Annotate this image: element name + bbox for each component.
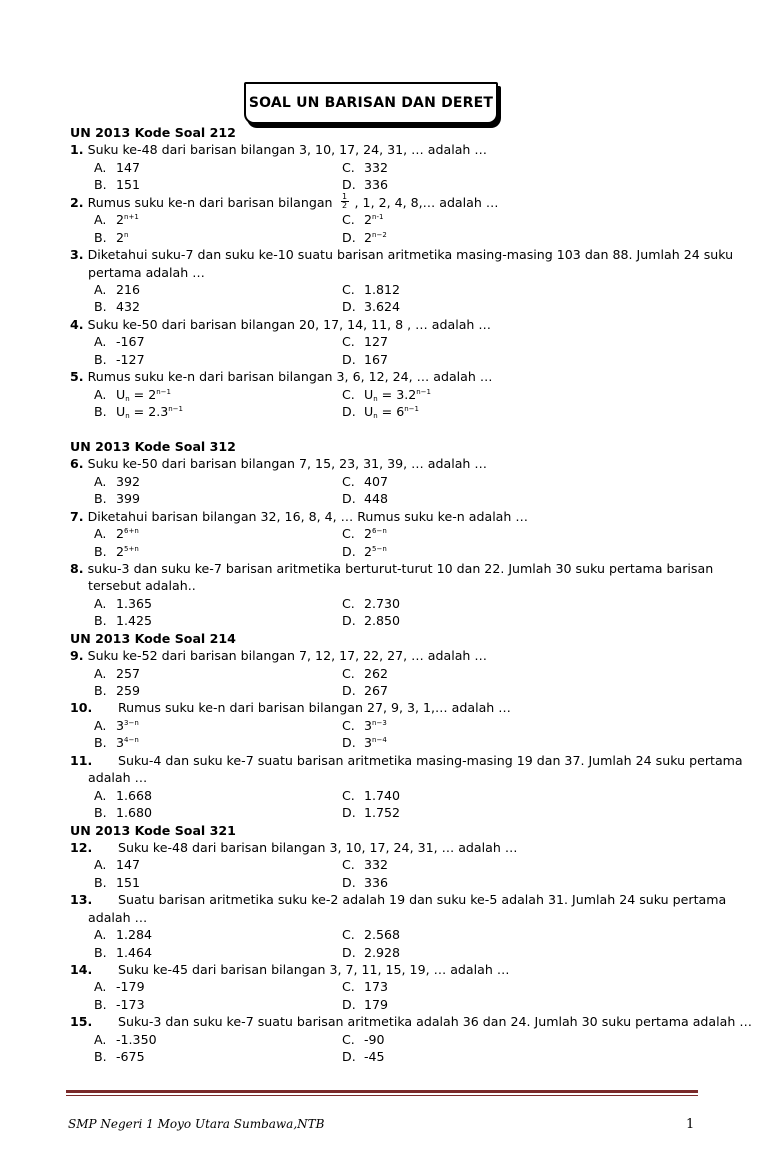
- question-number: 12.: [70, 839, 93, 855]
- question-text: Diketahui suku-7 dan suku ke-10 suatu barisan aritmetika masing-masing 103 dan 88. Jumlah 24 suku: [87, 247, 734, 263]
- question-number: 4.: [70, 316, 84, 332]
- option-row: [70, 787, 710, 804]
- footer-divider: [66, 1090, 698, 1093]
- option-a: A. 147: [94, 857, 141, 873]
- option-b: B. 1.680: [94, 805, 153, 821]
- question-number: 10.: [70, 700, 93, 716]
- option-d: D. 267: [342, 683, 389, 698]
- option-row: [70, 490, 710, 507]
- option-row: [70, 944, 710, 961]
- question-number: 11.: [70, 752, 93, 768]
- question-text: Rumus suku ke-n dari barisan bilangan 27, 9, 3, 1,… adalah …: [118, 700, 511, 716]
- option-b: B. -675: [94, 1049, 145, 1065]
- section-heading: UN 2013 Kode Soal 212: [70, 125, 236, 140]
- option-row: [70, 525, 710, 542]
- option-row: [70, 281, 710, 298]
- option-c: C. 2$^{n-1}$: [342, 212, 384, 228]
- option-row: [70, 159, 710, 176]
- question-text: Suku ke-50 dari barisan bilangan 20, 17, 14, 11, 8 , … adalah …: [87, 316, 492, 332]
- option-c: C. 262: [342, 665, 389, 681]
- question-3: [70, 246, 734, 263]
- section-heading: UN 2013 Kode Soal 312: [70, 438, 236, 454]
- option-row: [70, 176, 710, 193]
- option-c: C. -90: [342, 1031, 385, 1047]
- question-8: [70, 560, 714, 577]
- option-a: A. 1.365: [94, 595, 153, 611]
- option-row: [70, 856, 710, 873]
- question-15: [70, 1013, 752, 1030]
- question-text-tail: , 1, 2, 4, 8,… adalah …: [354, 194, 499, 210]
- question-11: [70, 752, 743, 769]
- page-number: 1: [686, 1117, 695, 1132]
- option-row: [70, 333, 710, 350]
- option-b: B. $U_n = 2.3^{n-1}$: [94, 404, 184, 420]
- option-b: B. 151: [94, 177, 141, 193]
- option-a: A. $2^{6+n}$: [94, 526, 139, 542]
- option-row: [70, 403, 710, 420]
- question-10: [70, 699, 710, 716]
- question-text-cont: tersebut adalah..: [88, 578, 196, 594]
- question-number: 13.: [70, 892, 93, 908]
- option-d: D. 336: [342, 177, 389, 193]
- option-d: D. $3^{n-4}$: [342, 735, 387, 751]
- question-text: Suku ke-48 dari barisan bilangan 3, 10, 17, 24, 31, … adalah …: [118, 839, 518, 855]
- option-c: C. 332: [342, 857, 389, 873]
- option-b: B. 259: [94, 683, 141, 698]
- question-2: [70, 191, 710, 211]
- option-a: A. 257: [94, 665, 141, 681]
- question-number: 1.: [70, 142, 84, 158]
- question-text: suku-3 dan suku ke-7 barisan aritmetika berturut-turut 10 dan 22. Jumlah 30 suku pertama barisan: [87, 560, 714, 576]
- question-9: [70, 647, 710, 664]
- option-row: [70, 717, 710, 734]
- page-title-box: [244, 82, 498, 124]
- option-row: [70, 874, 710, 891]
- option-b: B. 1.425: [94, 613, 153, 629]
- question-text: Diketahui barisan bilangan 32, 16, 8, 4, … Rumus suku ke-n adalah …: [87, 508, 528, 524]
- option-b: B. 151: [94, 874, 141, 890]
- option-a: A. $2^{n+1}$: [94, 212, 139, 228]
- option-a: A. 1.668: [94, 787, 153, 803]
- option-c: C. 1.812: [342, 281, 401, 297]
- option-c: C. $U_n = 3.2^{n-1}$: [342, 386, 432, 403]
- option-d: D. 3.624: [342, 299, 401, 315]
- footer-divider-thin: [66, 1095, 698, 1096]
- question-text: Rumus suku ke-n dari barisan bilangan: [87, 194, 333, 210]
- option-a: A. 147: [94, 159, 141, 175]
- question-number: 2.: [70, 194, 84, 210]
- option-row: [70, 386, 710, 403]
- option-row: [70, 298, 710, 315]
- option-row: [70, 665, 710, 682]
- option-row: [70, 978, 710, 995]
- option-d: D. -45: [342, 1049, 385, 1065]
- option-b: B. 432: [94, 299, 141, 315]
- section-heading: UN 2013 Kode Soal 321: [70, 822, 236, 838]
- question-text: Suku ke-50 dari barisan bilangan 7, 15, 23, 31, 39, … adalah …: [87, 456, 488, 472]
- option-c: C. 407: [342, 473, 389, 489]
- question-text: Suku-3 dan suku ke-7 suatu barisan aritmetika adalah 36 dan 24. Jumlah 30 suku pertama adalah …: [118, 1014, 752, 1030]
- question-text-cont: pertama adalah …: [88, 264, 205, 280]
- option-d: D. $2^{n-2}$: [342, 229, 387, 245]
- question-14: [70, 961, 710, 978]
- fraction: $\frac{1}{2}$: [342, 191, 348, 210]
- question-4: [70, 316, 710, 333]
- option-row: [70, 612, 710, 629]
- option-row: [70, 543, 710, 560]
- question-7: [70, 508, 710, 525]
- option-c: C. 1.740: [342, 787, 401, 803]
- option-row: [70, 926, 710, 943]
- option-a: A. -167: [94, 334, 145, 350]
- option-d: D. 179: [342, 996, 389, 1012]
- question-number: 9.: [70, 648, 84, 664]
- option-row: [70, 229, 710, 246]
- option-d: D. 2.850: [342, 613, 401, 629]
- question-6: [70, 455, 710, 472]
- option-b: B. 399: [94, 491, 141, 507]
- option-a: A. -1.350: [94, 1031, 157, 1047]
- option-a: A. -179: [94, 979, 145, 995]
- footer-school-name: SMP Negeri 1 Moyo Utara Sumbawa,NTB: [68, 1117, 325, 1131]
- option-d: D. 2.928: [342, 944, 401, 960]
- question-list: [70, 124, 752, 1066]
- option-c: C. $3^{n-3}$: [342, 717, 387, 733]
- option-d: D. 448: [342, 491, 389, 507]
- option-c: C. 173: [342, 979, 389, 995]
- question-text: Suku ke-48 dari barisan bilangan 3, 10, 17, 24, 31, … adalah …: [87, 142, 488, 158]
- option-c: C. 127: [342, 334, 389, 350]
- option-row: [70, 473, 710, 490]
- option-a: A. 392: [94, 473, 141, 489]
- question-text-cont: adalah …: [88, 770, 148, 786]
- option-c: C. 332: [342, 159, 389, 175]
- option-b: B. $3^{4-n}$: [94, 735, 139, 751]
- question-text-cont: adalah …: [88, 909, 148, 925]
- question-number: 14.: [70, 962, 93, 977]
- option-c: C. 2.568: [342, 927, 401, 943]
- option-d: D. $U_n = 6^{n-1}$: [342, 404, 419, 420]
- option-row: [70, 996, 710, 1013]
- option-a: A. 216: [94, 281, 141, 297]
- question-number: 6.: [70, 456, 84, 472]
- question-number: 3.: [70, 247, 84, 263]
- option-row: [70, 1048, 710, 1065]
- option-a: A. 1.284: [94, 927, 153, 943]
- option-row: [70, 1031, 710, 1048]
- option-row: [70, 595, 710, 612]
- option-b: B. 2$^n$: [94, 229, 129, 245]
- question-number: 7.: [70, 508, 84, 524]
- option-b: B. 1.464: [94, 944, 153, 960]
- question-12: [70, 839, 710, 856]
- question-text: Suku ke-52 dari barisan bilangan 7, 12, 17, 22, 27, … adalah …: [87, 648, 488, 664]
- question-text: Suku-4 dan suku ke-7 suatu barisan aritmetika masing-masing 19 dan 37. Jumlah 24 suku pertama: [118, 752, 743, 768]
- option-b: B. -173: [94, 996, 145, 1012]
- option-c: C. $2^{6-n}$: [342, 526, 387, 542]
- question-number: 5.: [70, 369, 84, 385]
- question-13: [70, 891, 727, 908]
- option-d: D. 167: [342, 351, 389, 367]
- section-heading: UN 2013 Kode Soal 214: [70, 630, 236, 646]
- option-b: B. $2^{5+n}$: [94, 543, 139, 559]
- question-text: Suku ke-45 dari barisan bilangan 3, 7, 11, 15, 19, … adalah …: [118, 962, 510, 977]
- option-row: [70, 351, 710, 368]
- option-d: D. $2^{5-n}$: [342, 543, 387, 559]
- question-1: [70, 141, 710, 158]
- option-a: A. $U_n = 2^{n-1}$: [94, 386, 171, 403]
- question-text: Rumus suku ke-n dari barisan bilangan 3, 6, 12, 24, … adalah …: [87, 369, 493, 385]
- option-b: B. -127: [94, 351, 145, 367]
- question-number: 15.: [70, 1014, 93, 1030]
- question-number: 8.: [70, 560, 84, 576]
- option-d: D. 336: [342, 874, 389, 890]
- option-c: C. 2.730: [342, 595, 401, 611]
- option-row: [70, 682, 710, 699]
- question-text: Suatu barisan aritmetika suku ke-2 adalah 19 dan suku ke-5 adalah 31. Jumlah 24 suku pertama: [118, 892, 727, 908]
- option-row: [70, 734, 710, 751]
- option-row: [70, 211, 710, 228]
- page-title: SOAL UN BARISAN DAN DERET: [248, 95, 494, 111]
- question-5: [70, 368, 710, 385]
- option-d: D. 1.752: [342, 805, 401, 821]
- option-a: A. $3^{3-n}$: [94, 717, 139, 733]
- option-row: [70, 804, 710, 821]
